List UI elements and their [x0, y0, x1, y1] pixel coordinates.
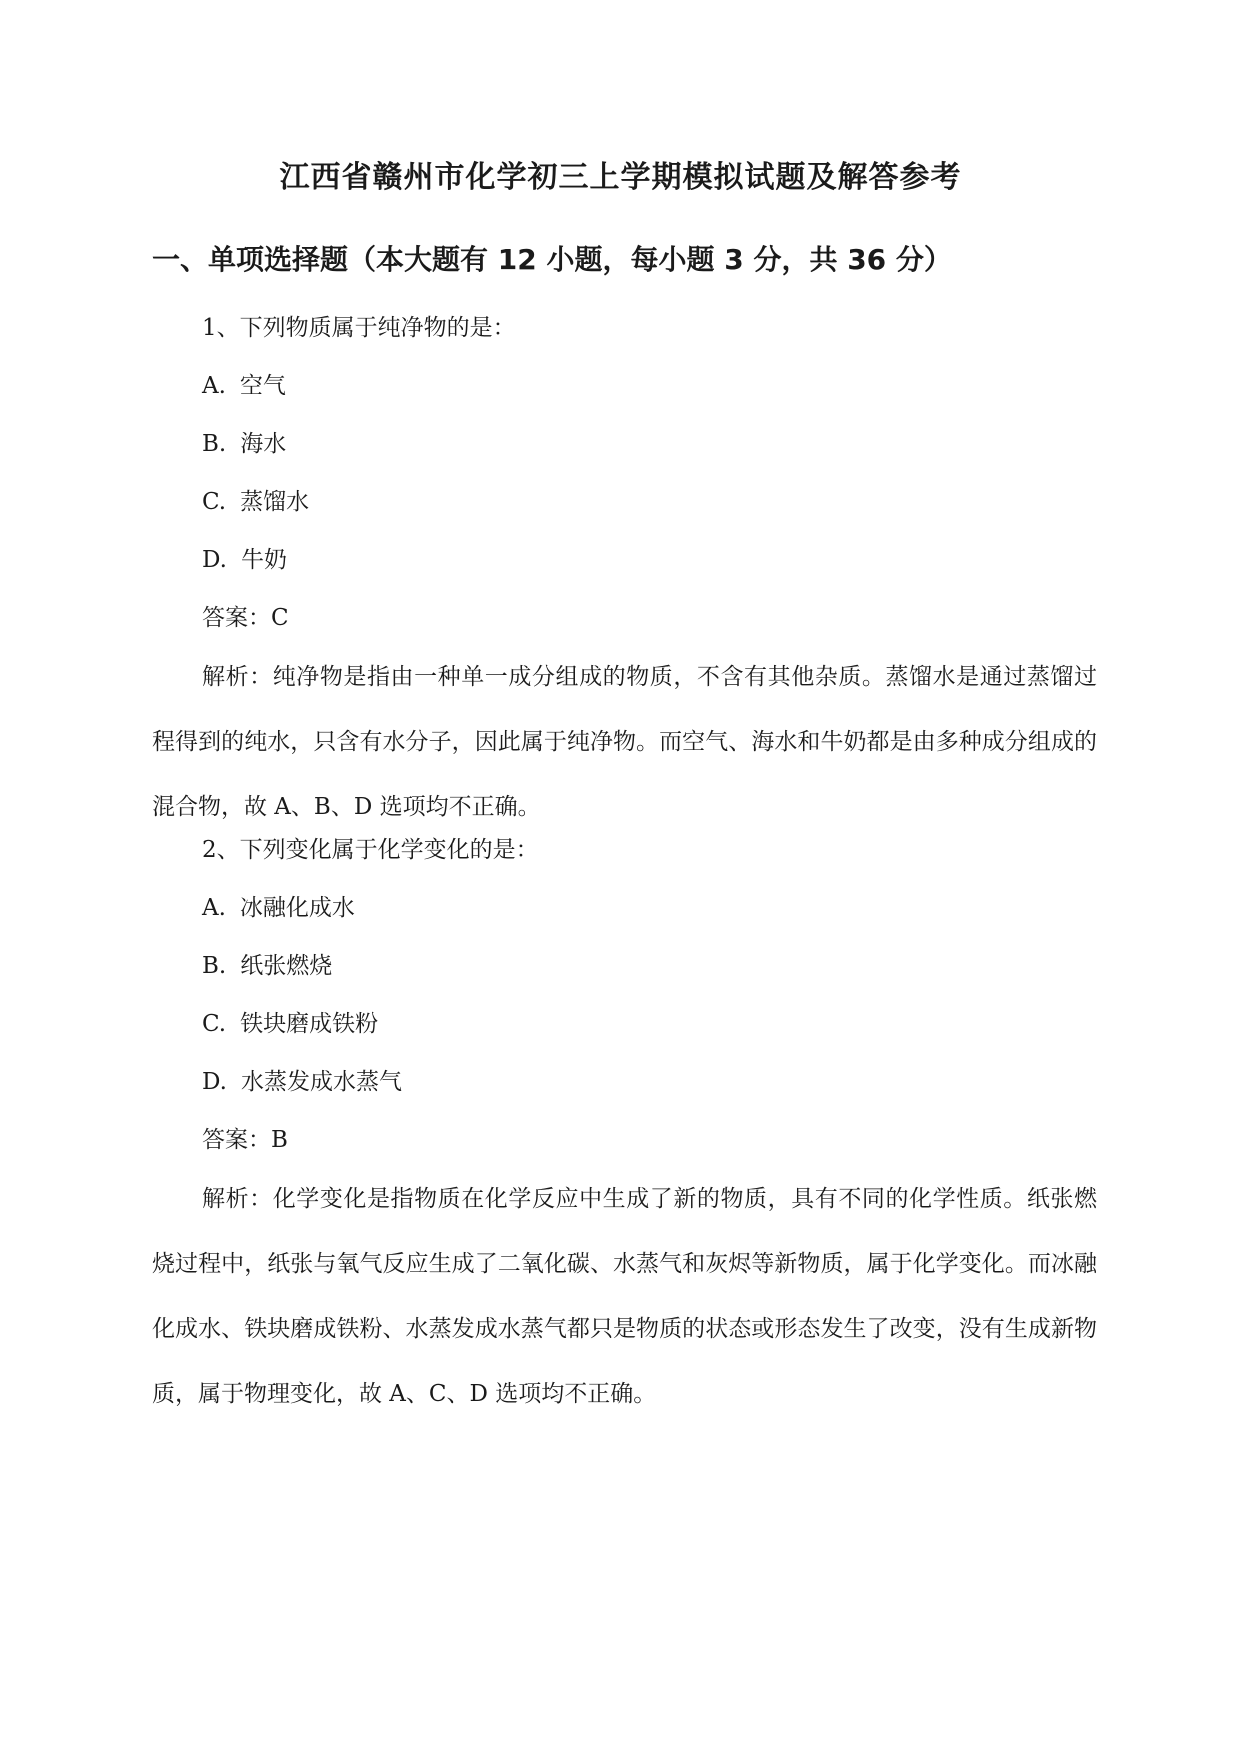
option-letter: D.	[202, 547, 227, 573]
option-letter: D.	[202, 1069, 227, 1095]
option-text: 海水	[240, 431, 287, 457]
question-1-option-c	[202, 487, 309, 517]
option-letter: C.	[202, 1011, 227, 1037]
option-text: 空气	[239, 373, 286, 399]
question-1-option-b	[202, 429, 286, 459]
option-letter: A.	[202, 373, 226, 399]
section-heading: 一、单项选择题（本大题有 12 小题，每小题 3 分，共 36 分）	[152, 243, 952, 276]
question-2-option-a	[202, 893, 355, 923]
option-text: 蒸馏水	[240, 489, 310, 515]
option-text: 铁块磨成铁粉	[240, 1011, 379, 1037]
question-1-option-d	[202, 545, 287, 575]
question-2-answer: 答案：B	[202, 1127, 288, 1153]
option-letter: A.	[202, 895, 226, 921]
option-text: 冰融化成水	[239, 895, 355, 921]
question-1-analysis: 解析：纯净物是指由一种单一成分组成的物质，不含有其他杂质。蒸馏水是通过蒸馏过程得到的纯水，只含有水分子，因此属于纯净物。而空气、海水和牛奶都是由多种成分组成的混合物，故 A、B、D 选项均不正确。	[152, 664, 1097, 820]
question-1-option-a	[202, 371, 286, 401]
question-2-option-b	[202, 951, 332, 981]
option-text: 纸张燃烧	[240, 953, 333, 979]
option-letter: B.	[202, 953, 227, 979]
option-letter: C.	[202, 489, 227, 515]
question-2-option-d	[202, 1067, 402, 1097]
question-2-analysis: 解析：化学变化是指物质在化学反应中生成了新的物质，具有不同的化学性质。纸张燃烧过程中，纸张与氧气反应生成了二氧化碳、水蒸气和灰烬等新物质，属于化学变化。而冰融化成水、铁块磨成铁粉、水蒸发成水蒸气都只是物质的状态或形态发生了改变，没有生成新物质，属于物理变化，故 A、C、D 选项均不正确。	[152, 1186, 1097, 1407]
option-letter: B.	[202, 431, 227, 457]
document-title: 江西省赣州市化学初三上学期模拟试题及解答参考	[279, 160, 962, 195]
question-1-stem: 1、下列物质属于纯净物的是：	[202, 315, 516, 341]
question-1-answer: 答案：C	[202, 605, 289, 631]
option-text: 牛奶	[240, 547, 287, 573]
question-2-stem: 2、下列变化属于化学变化的是：	[202, 837, 539, 863]
option-text: 水蒸发成水蒸气	[240, 1069, 402, 1095]
question-2-option-c	[202, 1009, 378, 1039]
